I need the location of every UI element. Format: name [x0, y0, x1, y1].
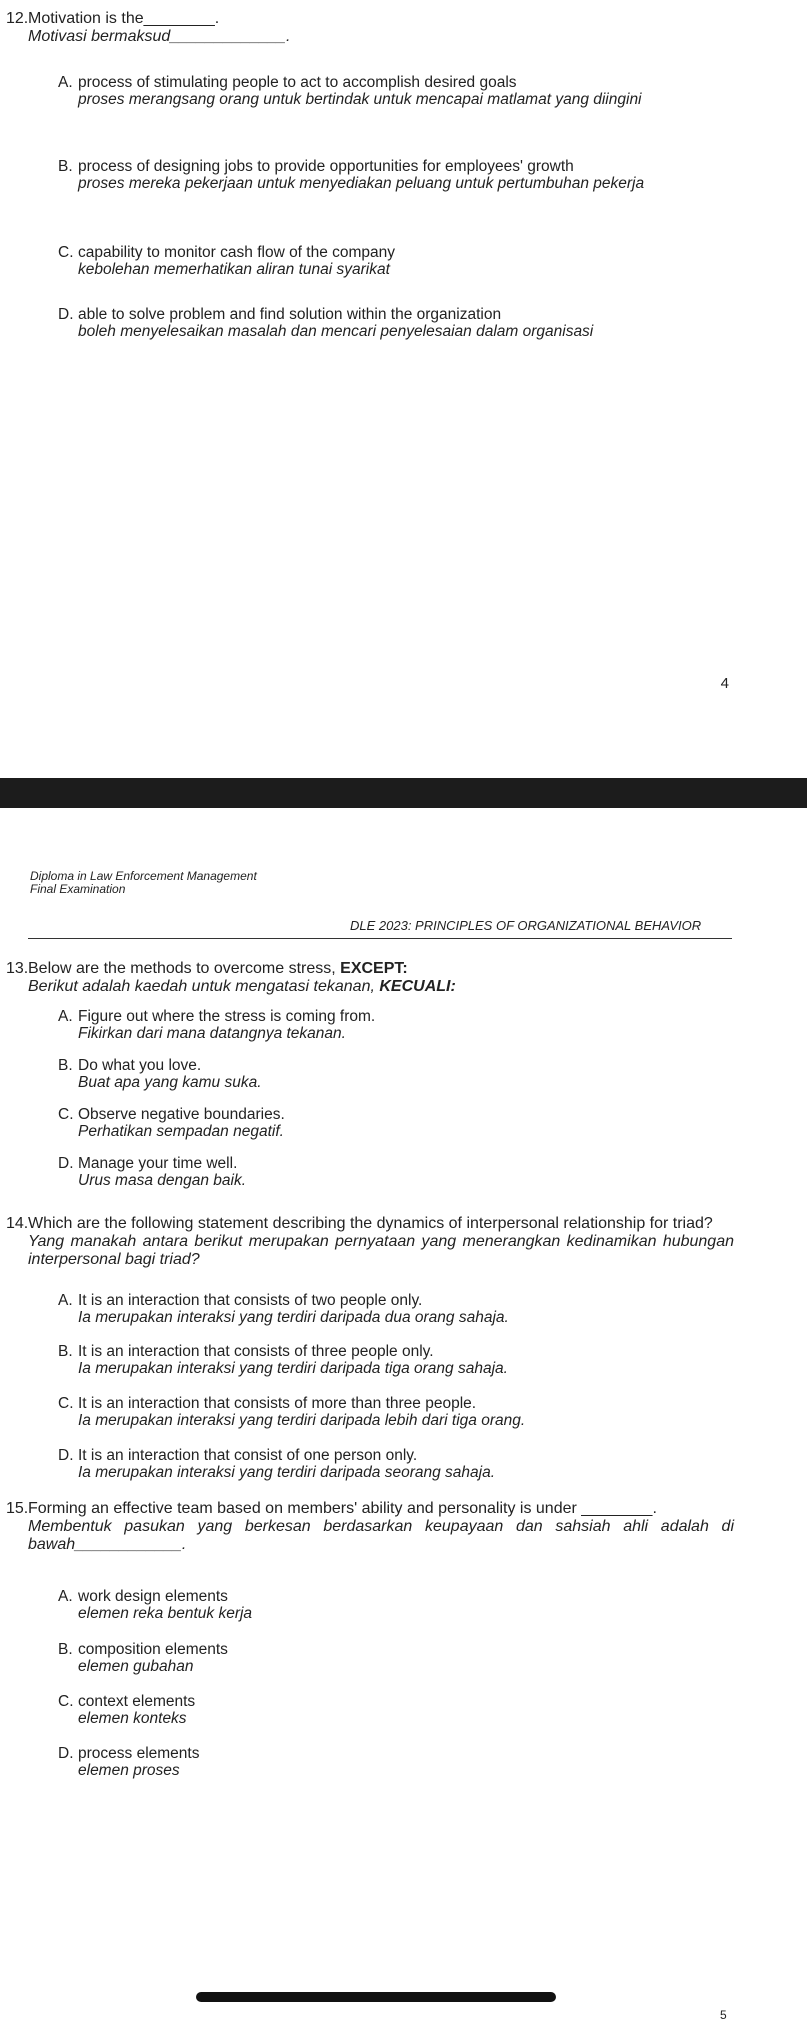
question-text-en: Motivation is the________. — [28, 10, 220, 27]
page-header-left — [30, 870, 257, 896]
question-13: 13.Below are the methods to overcome stress, EXCEPT: Berikut adalah kaedah untuk mengatasi tekanan, KECUALI: — [6, 960, 456, 995]
page-divider — [0, 778, 807, 808]
q14-option-d: D. It is an interaction that consist of one person only. Ia merupakan interaksi yang terdiri daripada seorang sahaja. — [58, 1447, 496, 1481]
question-14: 14.Which are the following statement describing the dynamics of interpersonal relationship for triad? Yang manakah antara berikut merupakan pernyataan yang menerangkan kedinamikan hubungan interpersonal bagi triad? — [6, 1215, 734, 1268]
q15-option-b: B. composition elements elemen gubahan — [58, 1641, 228, 1675]
q15-option-d: D. process elements elemen proses — [58, 1745, 200, 1779]
q15-option-c: C. context elements elemen konteks — [58, 1693, 196, 1727]
q12-option-c: C. capability to monitor cash flow of the company kebolehan memerhatikan aliran tunai syarikat — [58, 244, 396, 278]
q13-option-c: C. Observe negative boundaries. Perhatikan sempadan negatif. — [58, 1106, 285, 1140]
q14-option-b: B. It is an interaction that consists of three people only. Ia merupakan interaksi yang terdiri daripada tiga orang sahaja. — [58, 1343, 508, 1377]
header-course: DLE 2023: PRINCIPLES OF ORGANIZATIONAL BEHAVIOR — [350, 918, 702, 933]
question-number: 14. — [6, 1215, 29, 1232]
q12-option-b: B. process of designing jobs to provide opportunities for employees' growth proses mereka pekerjaan untuk menyediakan peluang untuk pertumbuhan pekerja — [58, 158, 645, 192]
header-exam: Final Examination — [30, 882, 126, 896]
question-number: 13. — [6, 960, 29, 977]
page-number: 4 — [720, 675, 729, 692]
question-text-ms: Motivasi bermaksud_____________. — [28, 28, 291, 45]
q13-option-b: B. Do what you love. Buat apa yang kamu suka. — [58, 1057, 262, 1091]
q14-option-c: C. It is an interaction that consists of more than three people. Ia merupakan interaksi yang terdiri daripada lebih dari tiga orang. — [58, 1395, 526, 1429]
header-rule — [28, 938, 732, 939]
q14-option-a: A. It is an interaction that consists of two people only. Ia merupakan interaksi yang terdiri daripada dua orang sahaja. — [58, 1292, 509, 1326]
header-program: Diploma in Law Enforcement Management — [30, 869, 257, 883]
q13-option-a: A. Figure out where the stress is coming from. Fikirkan dari mana datangnya tekanan. — [58, 1008, 376, 1042]
question-number: 12. — [6, 10, 29, 27]
page-number: 5 — [720, 2008, 727, 2022]
exam-page-4 — [0, 0, 807, 778]
question-15: 15.Forming an effective team based on members' ability and personality is under ________. Membentuk pasukan yang berkesan berdasarkan keupayaan dan sahsiah ahli adalah di bawah____________. — [6, 1500, 734, 1553]
q15-option-a: A. work design elements elemen reka bentuk kerja — [58, 1588, 253, 1622]
q13-option-d: D. Manage your time well. Urus masa dengan baik. — [58, 1155, 247, 1189]
question-number: 15. — [6, 1500, 29, 1517]
q12-option-a: A. process of stimulating people to act to accomplish desired goals proses merangsang orang untuk bertindak untuk mencapai matlamat yang diingini — [58, 74, 642, 108]
question-12 — [6, 10, 734, 46]
q12-option-d: D. able to solve problem and find solution within the organization boleh menyelesaikan masalah dan mencari penyelesaian dalam organisasi — [58, 306, 594, 340]
scroll-indicator[interactable] — [196, 1992, 556, 2002]
